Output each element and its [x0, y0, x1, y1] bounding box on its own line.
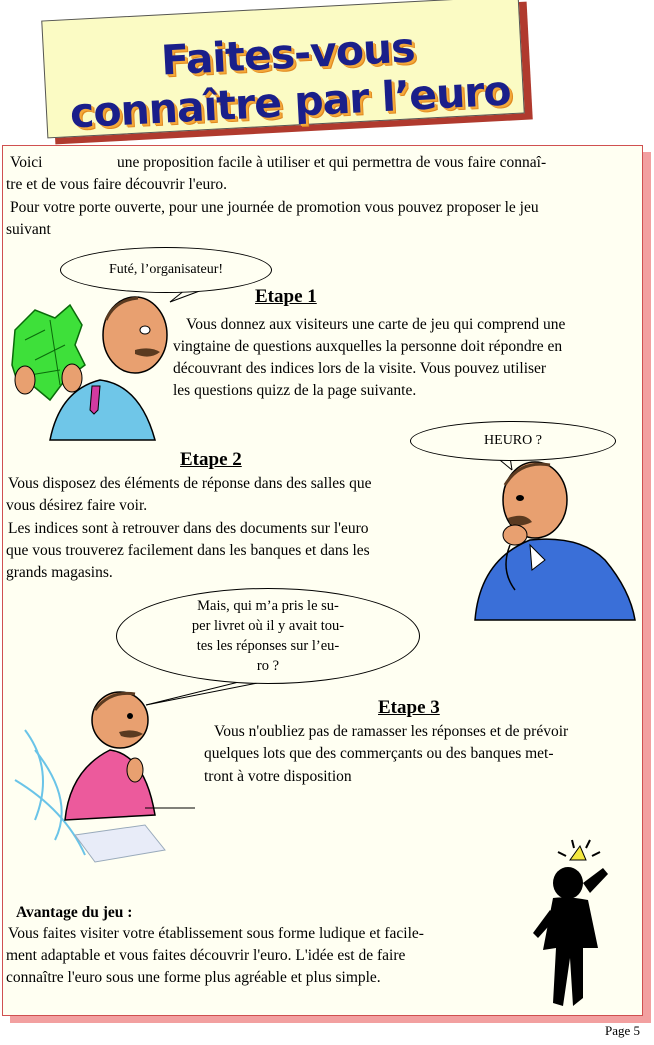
idea-silhouette-illustration: [528, 838, 638, 1010]
etape-3-line-1: Vous n'oubliez pas de ramasser les réponses et de prévoir: [214, 723, 569, 740]
etape-1-line-3: découvrant des indices lors de la visite. Vous pouvez utiliser: [173, 360, 547, 377]
avantage-line-2: ment adaptable et vous faites découvrir l'euro. L'idée est de faire: [6, 947, 406, 964]
etape-1-line-4: les questions quizz de la page suivante.: [173, 382, 417, 399]
etape-3-line-2: quelques lots que des commerçants ou des banques met-: [204, 745, 554, 762]
etape-2-line-1: Vous disposez des éléments de réponse dans des salles que: [8, 475, 372, 492]
intro-line-1-rest: une proposition facile à utiliser et qui permettra de vous faire connaî-: [117, 154, 547, 171]
intro-line-4: suivant: [6, 221, 51, 238]
speech-bubble-3-line-2: per livret où il y avait tou-: [191, 618, 345, 634]
page-number: Page 5: [604, 1023, 640, 1038]
avantage-line-1: Vous faites visiter votre établissement sous forme ludique et facile-: [8, 925, 424, 942]
avantage-line-3: connaître l'euro sous une forme plus agréable et plus simple.: [6, 969, 381, 986]
speech-bubble-1-text: Futé, l’organisateur!: [108, 262, 224, 277]
etape-1-heading: Etape 1: [255, 286, 317, 307]
etape-3-line-3: tront à votre disposition: [204, 768, 352, 785]
etape-1-line-1: Vous donnez aux visiteurs une carte de jeu qui comprend une: [186, 316, 566, 333]
man-at-desk-illustration: [15, 690, 200, 865]
intro-line-2: tre et de vous faire découvrir l'euro.: [6, 176, 227, 193]
speech-bubble-3: [116, 588, 420, 684]
etape-2-line-4: que vous trouverez facilement dans les banques et dans les: [6, 542, 370, 559]
speech-bubble-3-line-3: tes les réponses sur l’eu-: [196, 638, 340, 654]
etape-3-heading: Etape 3: [378, 697, 440, 718]
etape-1-line-2: vingtaine de questions auxquelles la personne doit répondre en: [173, 338, 563, 355]
etape-2-line-3: Les indices sont à retrouver dans des documents sur l'euro: [8, 520, 369, 537]
etape-2-heading: Etape 2: [180, 449, 242, 470]
page-title: Faites-vous connaître par l’euro: [68, 23, 512, 138]
etape-2-line-2: vous désirez faire voir.: [6, 497, 148, 514]
etape-2-line-5: grands magasins.: [6, 564, 113, 581]
intro-line-1-start: Voici: [10, 154, 43, 171]
speech-bubble-2-text: HEURO ?: [484, 433, 542, 448]
speech-bubble-3-line-4: ro ?: [256, 658, 280, 674]
intro-line-3: Pour votre porte ouverte, pour une journée de promotion vous pouvez proposer le jeu: [10, 199, 539, 216]
avantage-heading: Avantage du jeu :: [16, 904, 133, 921]
speech-bubble-3-line-1: Mais, qui m’a pris le su-: [197, 598, 339, 614]
